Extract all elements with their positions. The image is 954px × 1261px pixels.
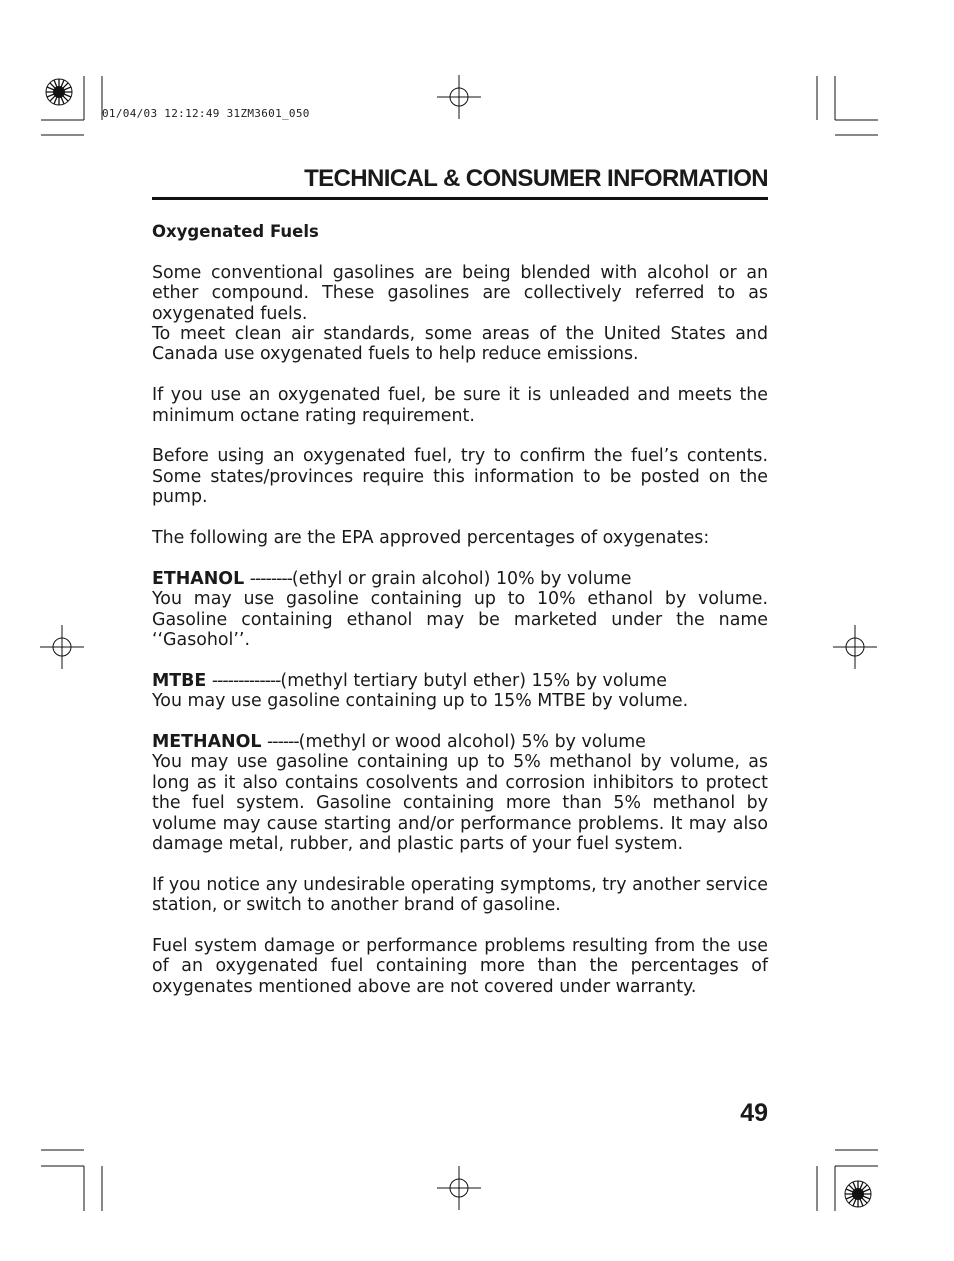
registration-mark-icon xyxy=(437,75,481,119)
paragraph: To meet clean air standards, some areas of the United States and Canada use oxygenated fuels to help reduce emissions. xyxy=(152,324,768,365)
section-heading: Oxygenated Fuels xyxy=(152,222,319,241)
oxygenate-entry xyxy=(152,732,768,752)
leader-dashes: ------------- xyxy=(211,670,281,691)
paragraph: Some conventional gasolines are being blended with alcohol or an ether compound. These gasolines are collectively referred to as oxygenated fuels. xyxy=(152,262,768,324)
print-slug: 01/04/03 12:12:49 31ZM3601_050 xyxy=(102,107,310,120)
page-header xyxy=(152,165,768,200)
oxygenate-name: ETHANOL xyxy=(152,568,245,589)
oxygenate-summary: (methyl tertiary butyl ether) 15% by volume xyxy=(280,670,667,691)
oxygenate-detail: You may use gasoline containing up to 10% ethanol by volume. Gasoline containing ethanol may be marketed under the name ‘‘Gasohol’’. xyxy=(152,589,768,651)
registration-mark-icon xyxy=(437,1166,481,1210)
oxygenate-summary: (methyl or wood alcohol) 5% by volume xyxy=(298,732,646,753)
oxygenate-entry xyxy=(152,671,768,691)
leader-dashes: -------- xyxy=(249,568,292,589)
oxygenate-entry xyxy=(152,569,768,589)
paragraph: Fuel system damage or performance problems resulting from the use of an oxygenated fuel containing more than the percentages of oxygenates mentioned above are not covered under warranty. xyxy=(152,936,768,997)
oxygenate-detail: You may use gasoline containing up to 15% MTBE by volume. xyxy=(152,691,689,712)
oxygenate-name: METHANOL xyxy=(152,732,262,753)
paragraph: Before using an oxygenated fuel, try to confirm the fuel’s contents. Some states/provinces require this information to be posted on the pump. xyxy=(152,446,768,508)
starburst-icon xyxy=(845,1181,871,1207)
paragraph: If you notice any undesirable operating symptoms, try another service station, or switch to another brand of gasoline. xyxy=(152,874,768,916)
paragraph: The following are the EPA approved percentages of oxygenates: xyxy=(152,528,710,549)
starburst-icon xyxy=(46,79,72,105)
paragraph: If you use an oxygenated fuel, be sure it is unleaded and meets the minimum octane rating requirement. xyxy=(152,385,768,426)
oxygenate-detail: You may use gasoline containing up to 5% methanol by volume, as long as it also contains cosolvents and corrosion inhibitors to protect the fuel system. Gasoline containing more than 5% methanol by volume may cause starting and/or performance problems. It may also damage metal, rubber, and plastic parts of your fuel system. xyxy=(152,752,768,855)
oxygenate-name: MTBE xyxy=(152,670,207,691)
registration-mark-icon xyxy=(40,625,84,669)
oxygenate-summary: (ethyl or grain alcohol) 10% by volume xyxy=(291,568,632,589)
main-content xyxy=(152,222,768,1018)
page-title: TECHNICAL & CONSUMER INFORMATION xyxy=(304,165,768,192)
leader-dashes: ------ xyxy=(267,732,299,753)
registration-mark-icon xyxy=(833,625,877,669)
page-number: 49 xyxy=(740,1099,768,1127)
